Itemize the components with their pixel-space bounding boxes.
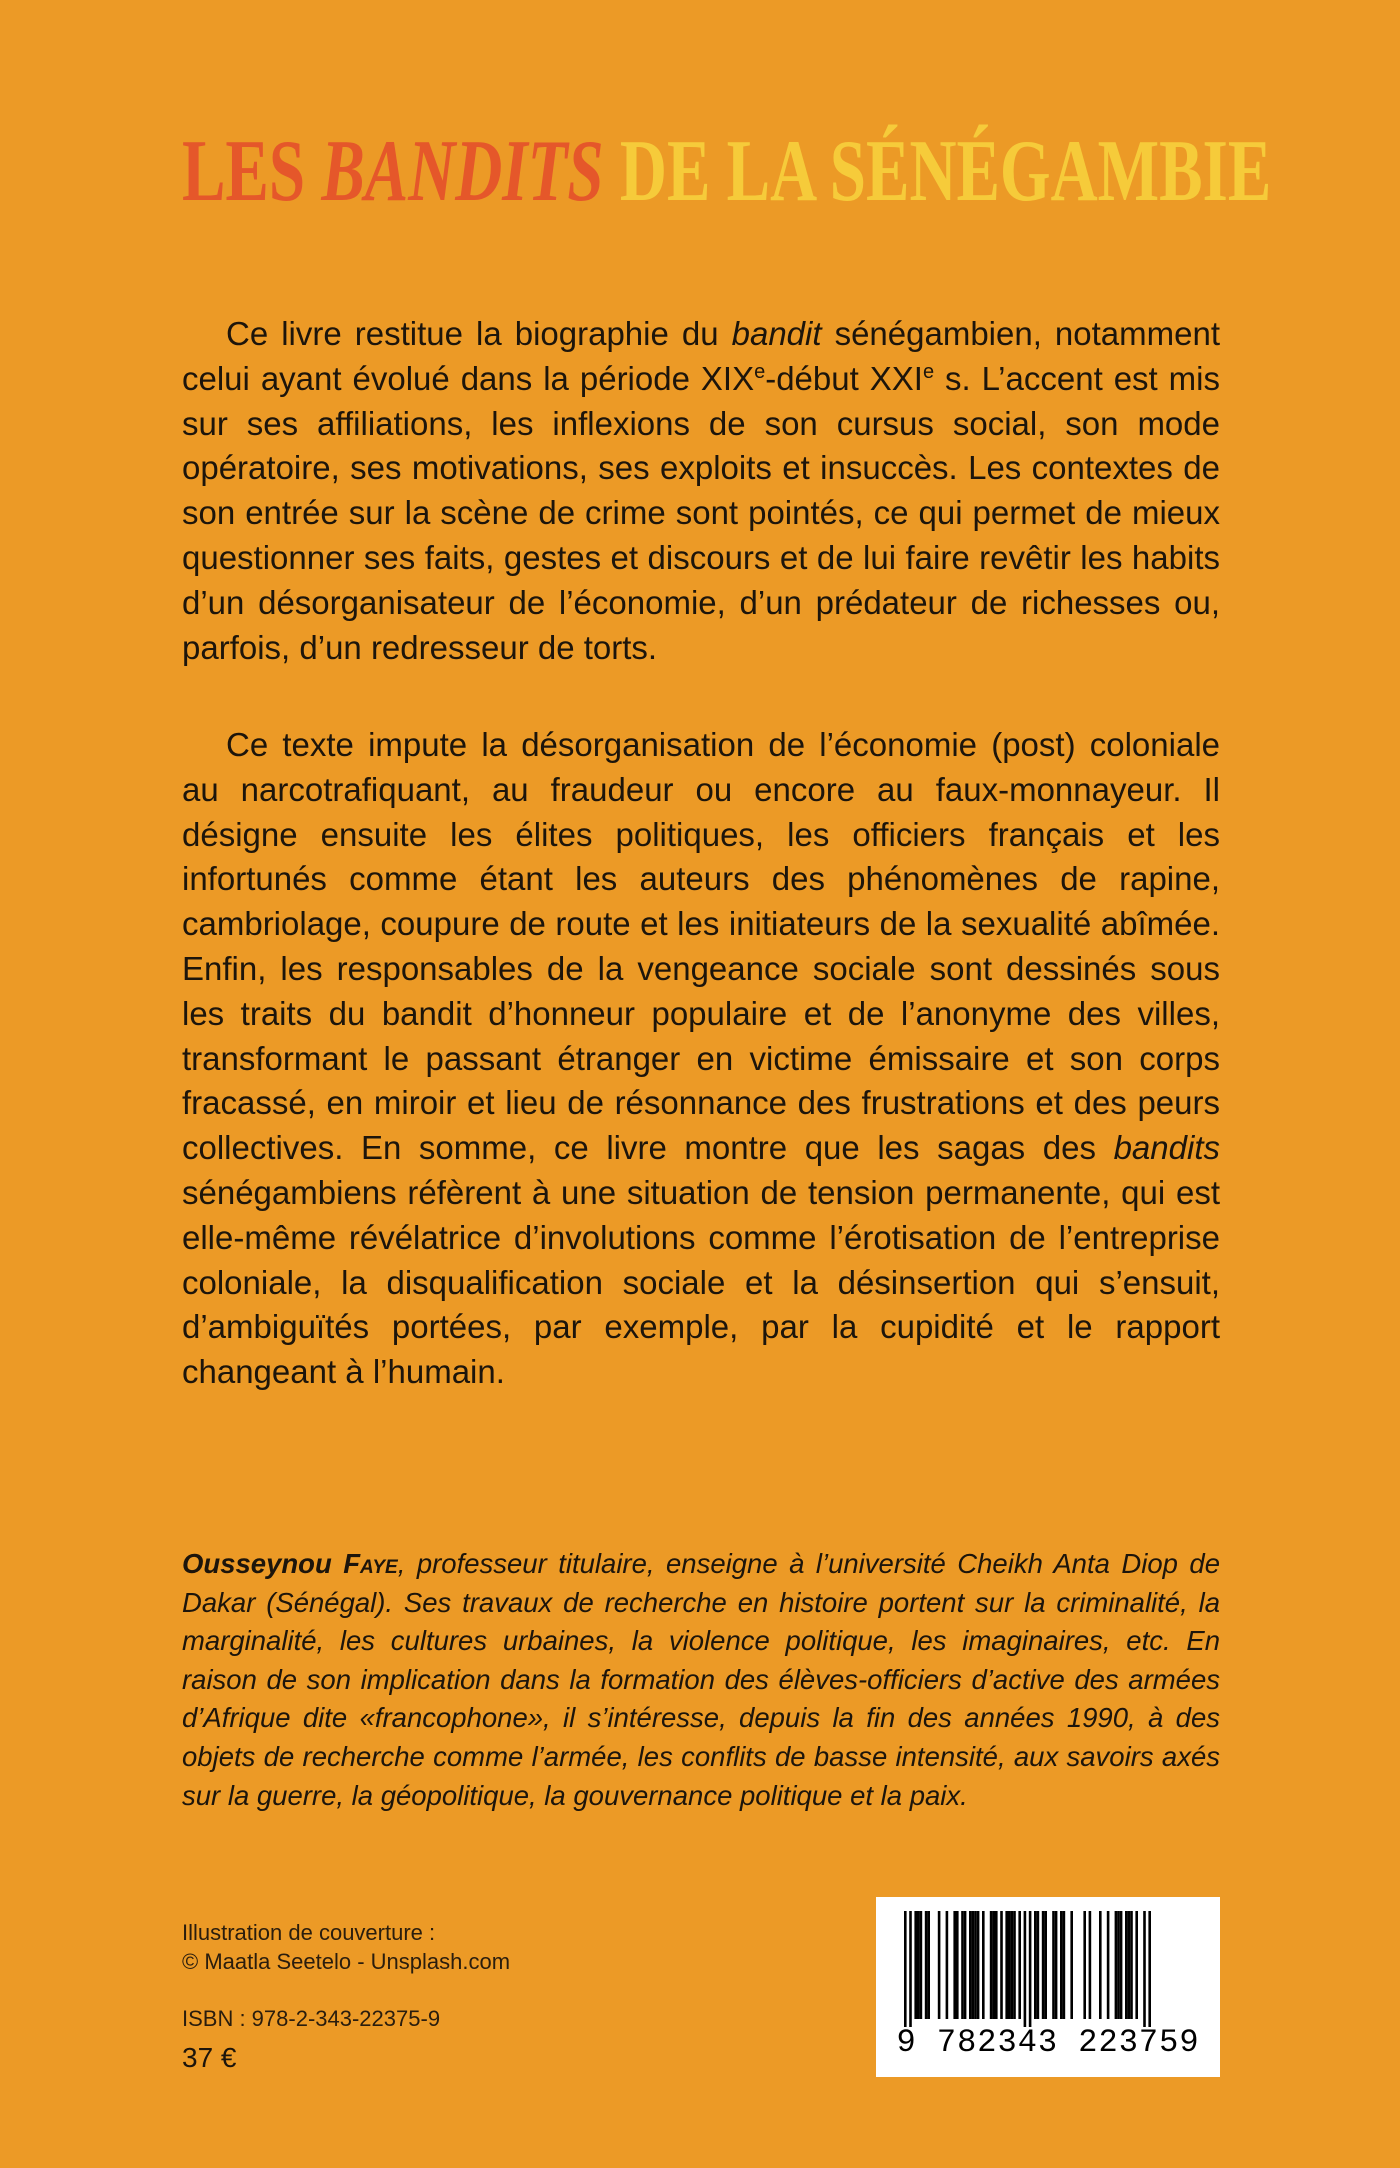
barcode-bar — [1099, 1911, 1102, 2019]
barcode-bar — [1143, 1911, 1146, 2027]
barcode-bar — [1037, 1911, 1040, 2019]
barcode-bar — [927, 1911, 930, 2019]
barcode-bar — [956, 1911, 959, 2019]
barcode-bar — [1013, 1911, 1016, 2019]
p1-superscript-1: e — [754, 360, 766, 383]
barcode-bar — [1008, 1911, 1011, 2019]
barcode-bar — [969, 1911, 972, 2019]
barcode-bar — [977, 1911, 980, 2019]
barcode-bar — [995, 1911, 998, 2019]
barcode-bar — [972, 1911, 975, 2019]
barcode-bar — [1055, 1911, 1058, 2019]
barcode-bar — [1089, 1911, 1092, 2019]
barcode-bar — [1005, 1911, 1008, 2019]
barcode-bar — [920, 1911, 923, 2019]
barcode-bar — [1130, 1911, 1133, 2019]
barcode-bar — [982, 1911, 985, 2019]
book-title — [182, 122, 1272, 222]
barcode-bar — [1044, 1911, 1047, 2019]
title-part-senegambie: DE LA SÉNÉGAMBIE — [603, 123, 1272, 220]
barcode-bar — [1000, 1911, 1003, 2019]
author-first-name: Ousseynou — [182, 1548, 344, 1579]
barcode-bar — [1117, 1911, 1120, 2019]
credits-label: Illustration de couverture : — [182, 1920, 436, 1945]
barcode — [876, 1897, 1220, 2077]
barcode-bar — [974, 1911, 977, 2019]
barcode-bar — [1115, 1911, 1118, 2019]
barcode-bar — [992, 1911, 995, 2019]
barcode-bar — [925, 1911, 928, 2019]
barcode-bar — [1042, 1911, 1045, 2019]
barcode-bar — [1029, 1911, 1032, 2027]
barcode-bar — [1128, 1911, 1131, 2019]
author-bio-text: , professeur titulaire, enseigne à l’université Cheikh Anta Diop de Dakar (Sénégal). Ses travaux de recherche en histoire portent sur la criminalité, la marginalité, les cultures urbaines, la violence politique, les imaginaires, etc. En raison de son implication dans la formation des élèves-officiers d’active des armées d’Afrique dite «francophone», il s’intéresse, depuis la fin des années 1990, à des objets de recherche comme l’armée, les conflits de basse intensité, aux savoirs axés sur la guerre, la géopolitique, la gouvernance politique et la paix. — [182, 1548, 1220, 1811]
title-part-bandits: BANDITS — [321, 123, 604, 220]
price: 37 € — [182, 2042, 237, 2073]
barcode-bar — [1034, 1911, 1037, 2019]
p2-emphasis-bandits: bandits — [1113, 1129, 1220, 1167]
barcode-bar — [1107, 1911, 1110, 2019]
barcode-bar — [953, 1911, 956, 2019]
barcode-bar — [990, 1911, 993, 2019]
barcode-bar — [946, 1911, 949, 2019]
barcode-bar — [964, 1911, 967, 2019]
p2-text-2: sénégambiens réfèrent à une situation de tension permanente, qui est elle-même révélatrice d’involutions comme l’érotisation de l’entreprise coloniale, la disqualification sociale et la désinsertion qui s’ensuit, d’ambiguïtés portées, par exemple, par la cupidité et le rapport changeant à l’humain. — [182, 1173, 1220, 1391]
barcode-bar — [961, 1911, 964, 2019]
barcode-digits: 9 782343 223759 — [896, 2024, 1200, 2061]
barcode-bar — [904, 1911, 907, 2027]
barcode-bar — [1125, 1911, 1128, 2019]
barcode-bar — [917, 1911, 920, 2019]
barcode-bar — [1018, 1911, 1021, 2019]
summary-paragraph-1 — [182, 312, 1220, 670]
barcode-bar — [1052, 1911, 1055, 2019]
barcode-bar — [1024, 1911, 1027, 2027]
p1-text-1: Ce livre restitue la biographie du — [226, 315, 732, 352]
barcode-bar — [1120, 1911, 1123, 2019]
barcode-bar — [1070, 1911, 1073, 2019]
barcode-bar — [909, 1911, 912, 2027]
credits-source: © Maatla Seetelo - Unsplash.com — [182, 1949, 511, 1974]
p1-text-3: -début XXI — [765, 359, 923, 397]
p1-text-4: s. L’accent est mis sur ses affiliations, les inflexions de son cursus social, son mode opératoire, ses motivations, ses exploits et insuccès. Les contextes de son entrée sur la scène de crime sont pointés, ce qui permet de mieux questionner ses faits, gestes et discours et de lui faire revêtir les habits d’un désorganisateur de l’économie, d’un prédateur de richesses ou, parfois, d’un redresseur de torts. — [182, 359, 1220, 666]
isbn-number: ISBN : 978-2-343-22375-9 — [182, 2006, 441, 2031]
cover-illustration-credits — [182, 1918, 510, 1976]
author-bio — [182, 1545, 1220, 1815]
p1-text-2: sénégambien, notamment celui ayant évolué dans la période XIX — [182, 315, 1221, 397]
barcode-bar — [1135, 1911, 1138, 2019]
p1-superscript-2: e — [922, 360, 935, 383]
p2-text-1: Ce texte impute la désorganisation de l’économie (post) coloniale au narcotrafiquant, au fraudeur ou encore au faux-monnayeur. Il désigne ensuite les élites politiques, les officiers français et les infortunés comme étant les auteurs des phénomènes de rapine, cambriolage, coupure de route et les initiateurs de la sexualité abîmée. Enfin, les responsables de la vengeance sociale sont dessinés sous les traits du bandit d’honneur populaire et de l’anonyme des villes, transformant le passant étranger en victime émissaire et son corps fracassé, en miroir et lieu de résonnance des frustrations et des peurs collectives. En somme, ce livre montre que les sagas des — [182, 726, 1220, 1167]
p1-emphasis-bandit: bandit — [731, 315, 822, 352]
barcode-bar — [1148, 1911, 1151, 2027]
barcode-bar — [914, 1911, 917, 2019]
summary-paragraph-2 — [182, 723, 1220, 1395]
title-part-les: LES — [182, 123, 322, 220]
barcode-bar — [938, 1911, 941, 2019]
barcode-bar — [1011, 1911, 1014, 2019]
barcode-bar — [1063, 1911, 1066, 2019]
barcode-bar — [1060, 1911, 1063, 2019]
author-last-name: Faye — [343, 1548, 398, 1579]
barcode-bar — [1083, 1911, 1086, 2019]
barcode-bars — [876, 1897, 1220, 2027]
